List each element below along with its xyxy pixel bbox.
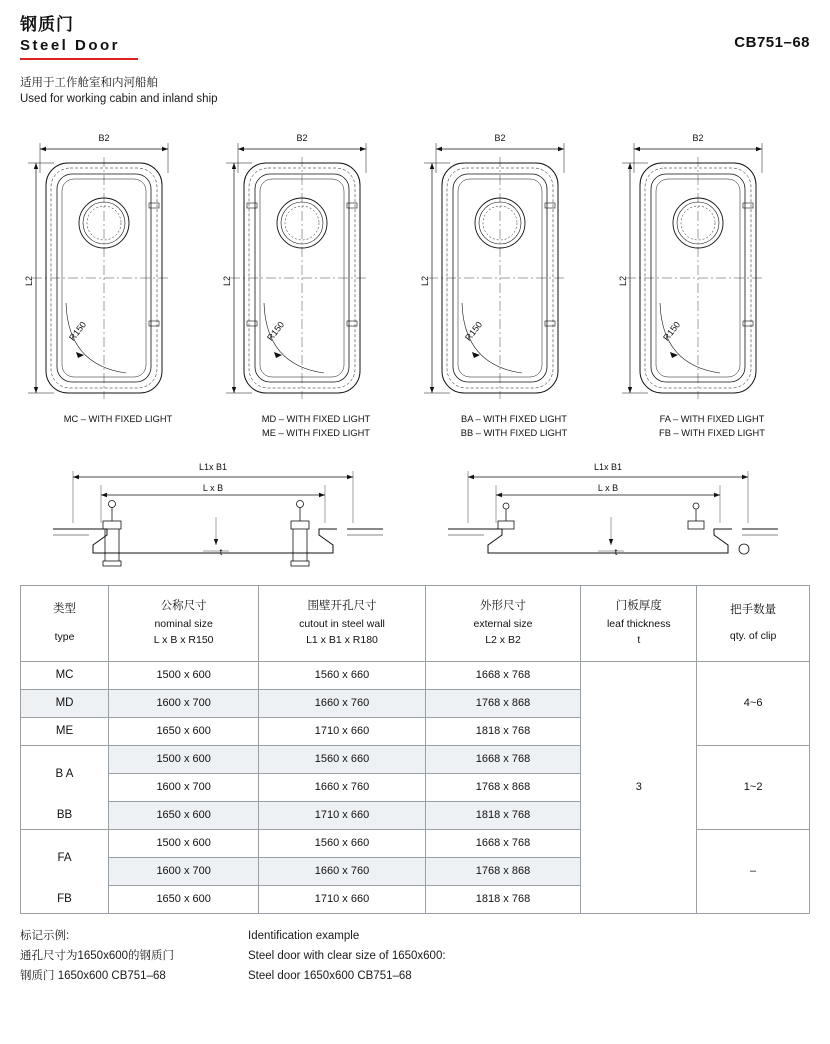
col-header-nominal bbox=[109, 585, 259, 661]
external-cell: 1668 x 768 bbox=[425, 661, 581, 689]
figure-caption-ba-bb bbox=[416, 413, 612, 441]
external-cell: 1768 x 868 bbox=[425, 773, 581, 801]
table-header bbox=[21, 585, 810, 661]
page-header bbox=[20, 0, 810, 105]
dim-t-right: t bbox=[614, 546, 617, 557]
external-cell: 1668 x 768 bbox=[425, 829, 581, 857]
col-header-external-sub: L2 x B2 bbox=[485, 634, 521, 647]
nominal-cell: 1500 x 600 bbox=[109, 745, 259, 773]
cutout-cell: 1710 x 660 bbox=[259, 885, 425, 913]
col-header-cutout bbox=[259, 585, 425, 661]
caption-line: BB – WITH FIXED LIGHT bbox=[460, 427, 568, 438]
caption-line: FA – WITH FIXED LIGHT bbox=[659, 413, 765, 424]
dim-lb-left: L x B bbox=[202, 482, 223, 493]
col-header-cutout-sub: L1 x B1 x R180 bbox=[306, 634, 378, 647]
door-drawing-md-me bbox=[218, 121, 414, 411]
col-header-type bbox=[21, 585, 109, 661]
subtitle-cn: 适用于工作舱室和内河船舶 bbox=[20, 76, 158, 89]
cutout-cell: 1660 x 760 bbox=[259, 857, 425, 885]
figure-caption-mc bbox=[20, 413, 216, 427]
dim-r150-ba: R150 bbox=[463, 319, 485, 343]
cutout-cell: 1710 x 660 bbox=[259, 801, 425, 829]
col-header-nominal-sub: L x B x R150 bbox=[153, 634, 214, 647]
external-cell: 1668 x 768 bbox=[425, 745, 581, 773]
figure-mc bbox=[20, 121, 216, 451]
cutout-cell: 1560 x 660 bbox=[259, 745, 425, 773]
caption-line: MD – WITH FIXED LIGHT bbox=[261, 413, 371, 424]
figure-fa-fb bbox=[614, 121, 810, 451]
thickness-cell: 3 bbox=[581, 661, 697, 913]
dim-l2-fa: L2 bbox=[618, 275, 628, 286]
external-cell: 1818 x 768 bbox=[425, 717, 581, 745]
dim-l2-md: L2 bbox=[222, 275, 232, 286]
clips-cell: 1~2 bbox=[697, 745, 810, 829]
dim-lb-right: L x B bbox=[597, 482, 618, 493]
cutout-cell: 1710 x 660 bbox=[259, 717, 425, 745]
figure-caption-fa-fb bbox=[614, 413, 810, 441]
page-title-en: Steel Door bbox=[20, 37, 121, 55]
dim-r150-md: R150 bbox=[265, 319, 287, 343]
col-header-thickness bbox=[581, 585, 697, 661]
table-header-row bbox=[21, 585, 810, 661]
col-header-clips-cn: 把手数量 bbox=[730, 604, 777, 617]
door-section-drawings bbox=[20, 457, 810, 577]
col-header-clips-en: qty. of clip bbox=[729, 630, 777, 643]
type-cell: ME bbox=[21, 717, 109, 745]
door-drawing-mc bbox=[20, 121, 216, 411]
dim-r150-mc: R150 bbox=[67, 319, 89, 343]
col-header-cutout-en: cutout in steel wall bbox=[299, 617, 385, 630]
type-cell: BB bbox=[21, 801, 109, 829]
caption-line: ME – WITH FIXED LIGHT bbox=[262, 427, 370, 438]
dim-l2-mc: L2 bbox=[24, 275, 34, 286]
subtitle-en: Used for working cabin and inland ship bbox=[20, 92, 218, 105]
type-cell: FB bbox=[21, 885, 109, 913]
notes-en-line2: Steel door 1650x600 CB751–68 bbox=[248, 970, 412, 982]
nominal-cell: 1500 x 600 bbox=[109, 661, 259, 689]
nominal-cell: 1600 x 700 bbox=[109, 689, 259, 717]
standard-code: CB751–68 bbox=[734, 34, 810, 51]
dim-r150-fa: R150 bbox=[661, 319, 683, 343]
clips-cell: – bbox=[697, 829, 810, 913]
col-header-type-cn: 类型 bbox=[53, 603, 76, 616]
caption-line: FB – WITH FIXED LIGHT bbox=[659, 427, 765, 438]
nominal-cell: 1500 x 600 bbox=[109, 829, 259, 857]
identification-example bbox=[20, 926, 810, 986]
dim-b2-fa: B2 bbox=[692, 132, 704, 143]
figure-caption-md-me bbox=[218, 413, 414, 441]
type-cell: MC bbox=[21, 661, 109, 689]
specification-table bbox=[20, 585, 810, 914]
col-header-external-en: external size bbox=[473, 617, 533, 630]
type-cell: B A bbox=[21, 745, 109, 801]
col-header-external bbox=[425, 585, 581, 661]
notes-cn-heading: 标记示例: bbox=[20, 929, 70, 942]
dim-b2-md: B2 bbox=[296, 132, 308, 143]
notes-en-line1: Steel door with clear size of 1650x600: bbox=[248, 949, 446, 962]
nominal-cell: 1600 x 700 bbox=[109, 773, 259, 801]
external-cell: 1768 x 868 bbox=[425, 857, 581, 885]
page-title-cn: 钢质门 bbox=[20, 15, 74, 34]
col-header-thickness-sub: t bbox=[637, 634, 641, 647]
external-cell: 1818 x 768 bbox=[425, 801, 581, 829]
section-drawing-right bbox=[448, 457, 778, 577]
external-cell: 1768 x 868 bbox=[425, 689, 581, 717]
col-header-thickness-en: leaf thickness bbox=[606, 617, 671, 630]
door-drawing-ba-bb bbox=[416, 121, 612, 411]
dim-b2-ba: B2 bbox=[494, 132, 506, 143]
col-header-nominal-cn: 公称尺寸 bbox=[160, 600, 207, 613]
nominal-cell: 1650 x 600 bbox=[109, 717, 259, 745]
notes-english bbox=[248, 926, 810, 986]
col-header-cutout-cn: 围壁开孔尺寸 bbox=[307, 600, 377, 613]
caption-line: MC – WITH FIXED LIGHT bbox=[63, 413, 173, 424]
door-elevation-drawings bbox=[20, 121, 810, 451]
cutout-cell: 1660 x 760 bbox=[259, 773, 425, 801]
nominal-cell: 1650 x 600 bbox=[109, 885, 259, 913]
figure-md-me bbox=[218, 121, 414, 451]
dim-t-left: t bbox=[219, 546, 222, 557]
notes-en-heading: Identification example bbox=[248, 929, 360, 942]
nominal-cell: 1600 x 700 bbox=[109, 857, 259, 885]
dim-l1b1-right: L1x B1 bbox=[593, 461, 622, 472]
col-header-nominal-en: nominal size bbox=[154, 617, 213, 630]
notes-cn-line1: 通孔尺寸为1650x600的钢质门 bbox=[20, 949, 175, 962]
col-header-thickness-cn: 门板厚度 bbox=[615, 600, 662, 613]
cutout-cell: 1660 x 760 bbox=[259, 689, 425, 717]
clips-cell: 4~6 bbox=[697, 661, 810, 745]
dim-b2-mc: B2 bbox=[98, 132, 110, 143]
type-cell: MD bbox=[21, 689, 109, 717]
table-body bbox=[21, 661, 810, 913]
section-drawing-left bbox=[53, 457, 383, 577]
col-header-type-en: type bbox=[54, 631, 75, 644]
nominal-cell: 1650 x 600 bbox=[109, 801, 259, 829]
type-cell: FA bbox=[21, 829, 109, 885]
title-underline bbox=[20, 58, 138, 60]
figure-ba-bb bbox=[416, 121, 612, 451]
notes-chinese bbox=[20, 926, 248, 986]
col-header-external-cn: 外形尺寸 bbox=[479, 600, 526, 613]
cutout-cell: 1560 x 660 bbox=[259, 829, 425, 857]
door-drawing-fa-fb bbox=[614, 121, 810, 411]
notes-cn-line2: 钢质门 1650x600 CB751–68 bbox=[20, 970, 166, 982]
external-cell: 1818 x 768 bbox=[425, 885, 581, 913]
caption-line: BA – WITH FIXED LIGHT bbox=[461, 413, 567, 424]
dim-l2-ba: L2 bbox=[420, 275, 430, 286]
dim-l1b1-left: L1x B1 bbox=[198, 461, 227, 472]
table-row bbox=[21, 661, 810, 689]
col-header-clips bbox=[697, 585, 810, 661]
cutout-cell: 1560 x 660 bbox=[259, 661, 425, 689]
